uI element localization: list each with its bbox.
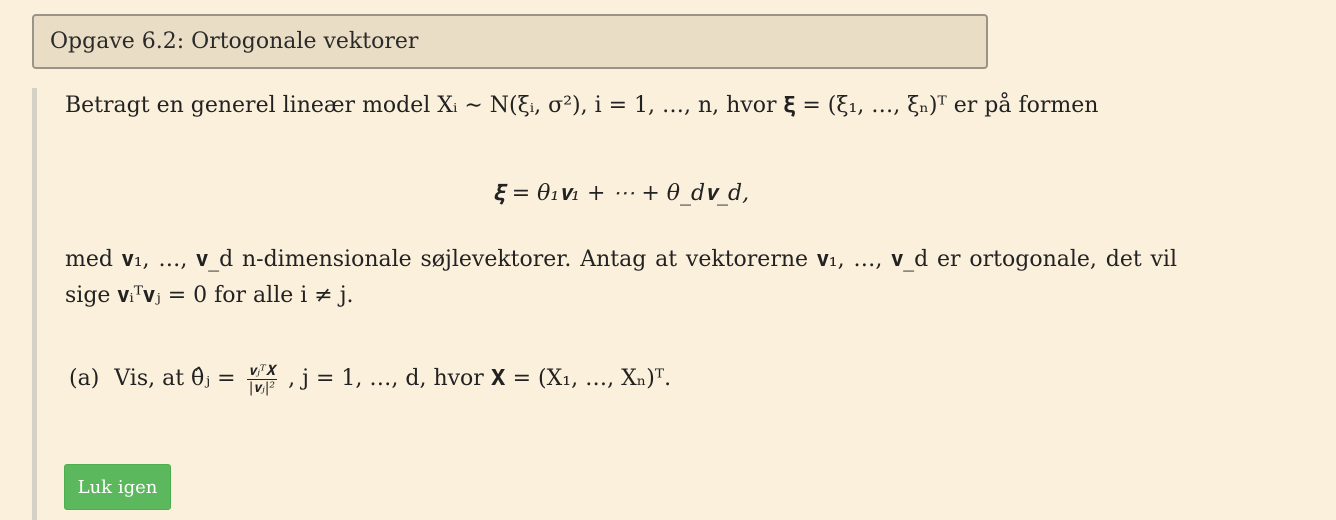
orthogonality-paragraph: med 𝐯₁, …, 𝐯_d n-dimensionale søjlevektorer. Antag at vektorerne 𝐯₁, …, 𝐯_d er ortogonale, det vil sige 𝐯ᵢᵀ𝐯ⱼ = 0 for alle i ≠ j. xyxy=(65,247,1177,308)
close-button[interactable]: Luk igen xyxy=(64,464,171,510)
exercise-content xyxy=(32,88,1197,520)
exercise-header[interactable] xyxy=(32,14,988,69)
subquestion-text-before: Vis, at θ̂ⱼ = xyxy=(114,366,236,391)
exercise-title: Opgave 6.2: Ortogonale vektorer xyxy=(50,29,419,54)
model-equation: 𝛏 = θ₁𝐯₁ + ⋯ + θ_d𝐯_d, xyxy=(492,181,750,206)
subquestion-text-after: , j = 1, …, d, hvor 𝐗 = (X₁, …, Xₙ)ᵀ. xyxy=(288,366,672,391)
subquestion-label: (a) xyxy=(69,366,100,391)
estimator-fraction xyxy=(247,363,278,396)
fraction-numerator: 𝐯ⱼᵀ𝐗 xyxy=(248,362,276,379)
subquestion-a xyxy=(69,361,671,397)
fraction-denominator: |𝐯ⱼ|² xyxy=(248,379,276,396)
intro-paragraph: Betragt en generel lineær model Xᵢ ∼ N(ξᵢ, σ²), i = 1, …, n, hvor 𝛏 = (ξ₁, …, ξₙ)ᵀ er på formen xyxy=(65,93,1099,118)
